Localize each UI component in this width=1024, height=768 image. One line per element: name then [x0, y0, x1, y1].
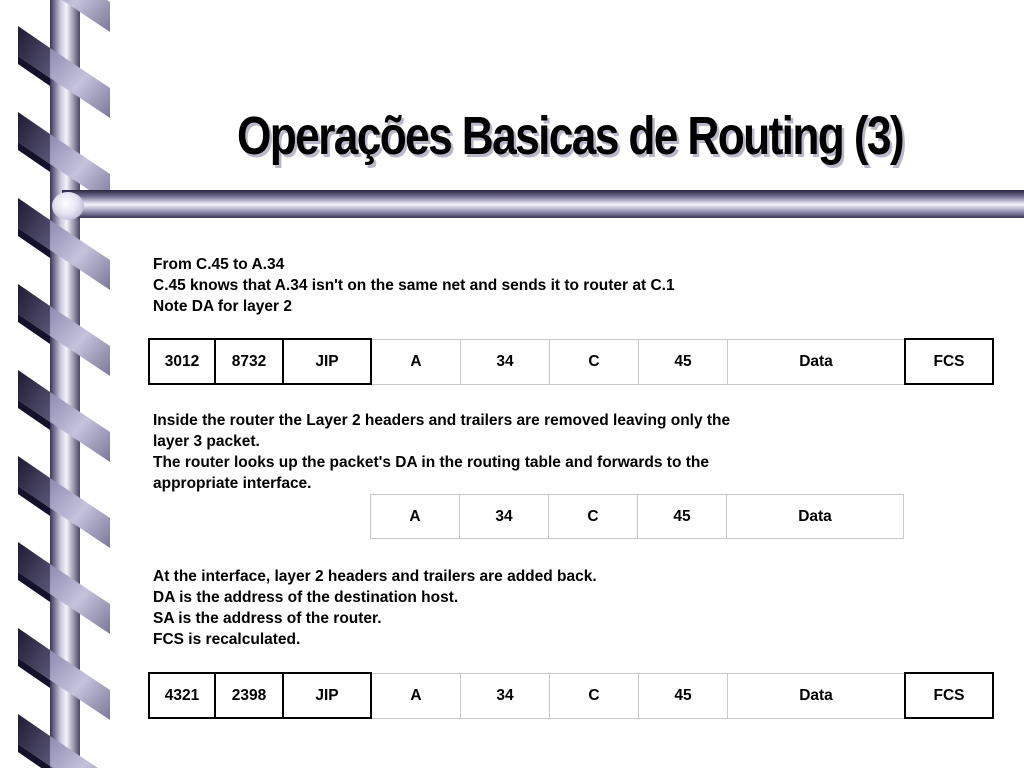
interface-text — [153, 566, 597, 650]
intro-text — [153, 254, 675, 317]
frame-cell-dest-net: A — [371, 339, 461, 384]
frame-cell-src-net: C — [550, 339, 639, 384]
frame-cell-dest-host: 34 — [461, 673, 550, 718]
frame-cell-fcs: FCS — [905, 339, 993, 384]
interface-line: FCS is recalculated. — [153, 631, 301, 648]
router-line: The router looks up the packet's DA in the routing table and forwards to the — [153, 454, 709, 471]
router-line: layer 3 packet. — [153, 433, 260, 450]
interface-line: DA is the address of the destination host. — [153, 589, 459, 606]
frame-cell-dest-host: 34 — [461, 339, 550, 384]
frame-cell-data: Data — [728, 339, 906, 384]
frame-cell-da: 3012 — [149, 339, 215, 384]
router-text — [153, 410, 730, 494]
router-line: appropriate interface. — [153, 475, 312, 492]
frame-cell-da: 4321 — [149, 673, 215, 718]
frame-cell-sa: 2398 — [215, 673, 283, 718]
frame-cell-src-host: 45 — [639, 673, 728, 718]
frame-cell-sa: 8732 — [215, 339, 283, 384]
packet-cell-dest-host: 34 — [460, 495, 549, 539]
packet-cell-src-net: C — [549, 495, 638, 539]
packet-table-layer3 — [370, 494, 904, 539]
frame-cell-src-net: C — [550, 673, 639, 718]
frame-cell-fcs: FCS — [905, 673, 993, 718]
frame-table-after-router — [148, 672, 994, 719]
interface-line: SA is the address of the router. — [153, 610, 382, 627]
decorative-spiral-pole — [0, 0, 120, 768]
frame-cell-data: Data — [728, 673, 906, 718]
router-line: Inside the router the Layer 2 headers and trailers are removed leaving only the — [153, 412, 731, 429]
decorative-bar-knob — [52, 192, 84, 220]
frame-cell-type: JIP — [283, 339, 371, 384]
frame-cell-dest-net: A — [371, 673, 461, 718]
packet-cell-dest-net: A — [371, 495, 460, 539]
packet-cell-src-host: 45 — [638, 495, 727, 539]
packet-cell-data: Data — [727, 495, 904, 539]
frame-cell-src-host: 45 — [639, 339, 728, 384]
intro-line: Note DA for layer 2 — [153, 298, 292, 315]
interface-line: At the interface, layer 2 headers and trailers are added back. — [153, 568, 597, 585]
frame-table-before-router — [148, 338, 994, 385]
intro-line: C.45 knows that A.34 isn't on the same net and sends it to router at C.1 — [153, 277, 675, 294]
frame-cell-type: JIP — [283, 673, 371, 718]
decorative-horizontal-bar — [62, 190, 1024, 218]
intro-line: From C.45 to A.34 — [153, 256, 285, 273]
page-title: Operações Basicas de Routing (3) — [236, 106, 904, 166]
